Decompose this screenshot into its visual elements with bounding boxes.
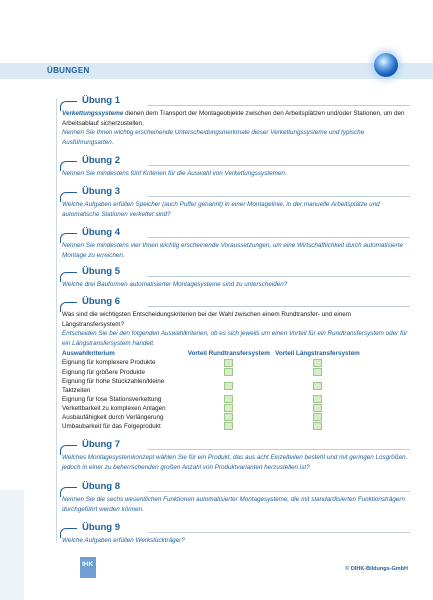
left-rule — [56, 98, 57, 543]
exercise-question: Welche drei Bauformen automatisierter Montagesysteme sind zu unterscheiden? — [62, 281, 288, 288]
side-strip — [0, 490, 24, 600]
page-title: ÜBUNGEN — [47, 66, 90, 75]
column-header: Vorteil Rundtransfersystem — [187, 350, 270, 358]
exercise-title: Übung 3 — [82, 186, 120, 197]
exercise-question: Nennen Sie mindestens fünf Kriterien für die Auswahl von Verkettungssystemen. — [62, 170, 287, 177]
bracket-icon — [60, 233, 77, 243]
exercise-9 — [62, 522, 412, 546]
ihk-logo-text: IHK — [82, 561, 94, 568]
exercise-question: Nennen Sie mindestens vier Ihnen wichtig erscheinende Voraussetzungen, um eine Wirtschaftlichkeit durch automatisierte Montage zu erreichen. — [62, 242, 403, 259]
divider — [148, 306, 410, 307]
term: Verkettungssysteme — [62, 110, 124, 117]
checkbox-rund[interactable] — [224, 359, 233, 367]
exercise-title: Übung 6 — [82, 296, 120, 307]
exercise-title: Übung 5 — [82, 266, 120, 277]
criterion: Verkettbarkeit zu komplexen Anlagen — [62, 404, 166, 412]
bracket-icon — [60, 161, 77, 171]
table-header-row — [62, 349, 362, 358]
exercise-7 — [62, 439, 412, 472]
checkbox-rund[interactable] — [224, 422, 233, 430]
exercise-8 — [62, 481, 412, 514]
bracket-icon — [60, 101, 77, 111]
column-header: Vorteil Längstransfersystem — [275, 350, 360, 358]
exercise-4 — [62, 227, 412, 260]
divider — [148, 105, 410, 106]
decorative-ball-icon — [374, 53, 398, 77]
exercise-text — [62, 109, 412, 128]
exercise-5 — [62, 266, 412, 290]
exercise-question: Nennen Sie die sechs wesentlichen Funktionen automatisierter Montagesysteme, die mit standardisierten Funktionsträgern durchgeführt werden können. — [62, 496, 406, 513]
table-row — [62, 404, 362, 413]
criterion: Eignung für komplexere Produkte — [62, 359, 156, 367]
exercise-title: Übung 8 — [82, 481, 120, 492]
divider — [148, 196, 410, 197]
exercise-title: Übung 2 — [82, 155, 120, 166]
column-header: Auswahlkriterium — [62, 350, 115, 358]
exercise-title: Übung 4 — [82, 227, 120, 238]
divider — [148, 237, 410, 238]
checkbox-laengs[interactable] — [313, 413, 322, 421]
table-row — [62, 368, 362, 377]
exercise-question: Entscheiden Sie bei den folgenden Auswahlkriterien, ob es sich jeweils um einen Vorteil für ein Rundtransfersystem oder für ein Längstransfersystem handelt. — [62, 330, 408, 347]
checkbox-rund[interactable] — [224, 395, 233, 403]
checkbox-laengs[interactable] — [313, 422, 322, 430]
criterion: Eignung für hohe Stückzahlen/kleine Taktzeiten — [62, 377, 165, 394]
checkbox-rund[interactable] — [224, 413, 233, 421]
divider — [148, 491, 410, 492]
divider — [148, 165, 410, 166]
table-row — [62, 377, 362, 395]
bracket-icon — [60, 272, 77, 282]
table-row — [62, 358, 362, 367]
checkbox-laengs[interactable] — [313, 368, 322, 376]
checkbox-rund[interactable] — [224, 404, 233, 412]
criteria-table — [62, 349, 362, 431]
bracket-icon — [60, 445, 77, 455]
exercise-6 — [62, 296, 412, 431]
exercise-text: Was sind die wichtigsten Entscheidungskriterien bei der Wahl zwischen einem Rundtransfer- und einem Längstransfersystem? — [62, 311, 351, 328]
exercise-question: Nennen Sie Ihnen wichtig erscheinende Unterscheidungsmerkmale dieser Verkettungssysteme und typische Ausführungsarten. — [62, 129, 365, 146]
exercise-question: Welches Montagesystemkonzept wählen Sie für ein Produkt, das aus acht Einzelteilen besteht und mit geringen Losgrößen, jedoch in einer zu beherrschenden großen Anzahl von Produktvarianten herzustellen ist? — [62, 454, 408, 471]
checkbox-laengs[interactable] — [313, 404, 322, 412]
criterion: Eignung für größere Produkte — [62, 368, 145, 376]
checkbox-laengs[interactable] — [313, 359, 322, 367]
bracket-icon — [60, 302, 77, 312]
exercise-title: Übung 9 — [82, 522, 120, 533]
statement: dienen dem Transport der Montageobjekte zwischen den Arbeitsplätzen und/oder Stationen, um den Arbeitsablauf sicherzustellen. — [62, 110, 405, 127]
divider — [148, 532, 410, 533]
table-row — [62, 395, 362, 404]
exercise-3 — [62, 186, 412, 219]
checkbox-rund[interactable] — [224, 382, 233, 390]
bracket-icon — [60, 528, 77, 538]
bracket-icon — [60, 487, 77, 497]
criterion: Umbaubarkeit für das Folgeprodukt — [62, 423, 161, 431]
exercise-question: Welche Aufgaben erfüllen Speicher (auch Puffer genannt) in einer Montagelinie, in der manuelle Arbeitsplätze und automatische Stationen verkettet sind? — [62, 201, 380, 218]
exercise-2 — [62, 155, 412, 179]
divider — [148, 276, 410, 277]
table-row — [62, 422, 362, 431]
copyright: © DIHK-Bildungs-GmbH — [345, 566, 408, 572]
exercise-title: Übung 1 — [82, 95, 120, 106]
divider — [148, 449, 410, 450]
checkbox-rund[interactable] — [224, 368, 233, 376]
checkbox-laengs[interactable] — [313, 395, 322, 403]
exercise-1 — [62, 95, 412, 147]
criterion: Ausbaufähigkeit durch Verlängerung — [62, 414, 164, 422]
table-row — [62, 413, 362, 422]
exercise-question: Welche Aufgaben erfüllen Werkstückträger? — [62, 537, 185, 544]
exercise-title: Übung 7 — [82, 439, 120, 450]
checkbox-laengs[interactable] — [313, 382, 322, 390]
criterion: Eignung für lose Stationsverkettung — [62, 395, 162, 403]
bracket-icon — [60, 192, 77, 202]
